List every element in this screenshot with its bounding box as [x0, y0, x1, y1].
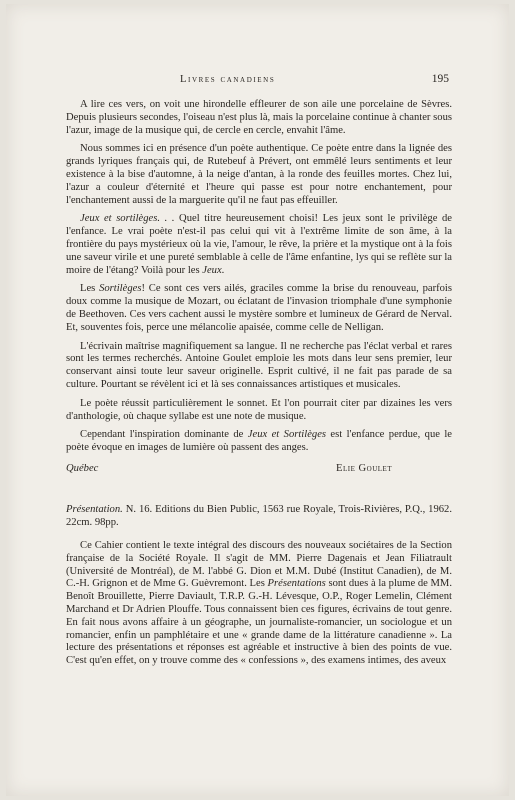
paragraph [66, 283, 452, 334]
paragraph [66, 143, 452, 207]
emphasis-text: Sortilèges [99, 283, 142, 295]
paragraph-text: est l'enfance perdue, que le poète évoque en images de lumière où passent des anges. [66, 429, 452, 454]
signature-author: Elie Goulet [336, 463, 393, 474]
biblio-title: Présentation. [66, 504, 123, 515]
paragraph: Le poète réussit particulièrement le sonnet. Et l'on pourrait citer par dizaines les vers d'anthologie, où chaque syllabe est une note de musique. [66, 397, 452, 422]
paragraph-text: sont dues à la plume de MM. Benoît Brouillette, Pierre Daviault, T.R.P. G.-H. Lévesque, O.P., Roger Lemelin, Clément Marchand et Dr Adrien Plouffe. Tous connaissent bien ces figures, écrivains de tout genre. En fait nous avons affaire à un géographe, un journaliste-romancier, un sociologue et un romancier, enfin un pamphlétaire et une « grande dame de la littérature canadienne ». La lecture des présentations et réponses est agréable et instructive à bien des points de vue. C'est qu'en effet, on y trouve comme des « confessions », des examens intimes, des aveux [66, 578, 452, 667]
paragraph: L'écrivain maîtrise magnifiquement sa langue. Il ne recherche pas l'éclat verbal et rares sont les termes recherchés. Antoine Goulet emploie les mots dans leur sens premier, leur conservant ainsi toute leur saveur originelle. Esprit cultivé, il ne fait pas parade de sa culture. Pourtant se révèlent ici et là ses connaissances artistiques et musicales. [66, 340, 452, 390]
paragraph [66, 213, 452, 277]
book-title: Jeux et sortilèges. . . [80, 213, 175, 225]
bibliographic-entry [66, 504, 452, 530]
biblio-details: N. 16. Editions du Bien Public, 1563 rue Royale, Trois-Rivières, P.Q., 1962. 22cm. 98pp. [66, 504, 452, 528]
paragraph-text: . [221, 264, 225, 276]
paragraph [66, 540, 452, 668]
paragraph: A lire ces vers, on voit une hirondelle effleurer de son aile une porcelaine de Sèvres. Depuis plusieurs secondes, l'oiseau n'est plus là, mais la porcelaine continue à chanter sous l'azur, image de la musique qui, de cercle en cercle, envahit l'âme. [66, 99, 452, 136]
review-body [66, 99, 452, 455]
paragraph-text: Les [80, 283, 100, 295]
emphasis-text: Présentations [267, 578, 326, 590]
running-head [66, 74, 449, 90]
paragraph [66, 429, 452, 455]
paragraph-text: Nous sommes ici en présence d'un poète authentique. Ce poète entre dans la lignée des grands lyriques français qui, de Rutebeuf à Prévert, ont emmêlé leurs sentiments et leur existence à la bise d'automne, à la neige d'antan, à la ronde des feuilles mortes. Chez lui, l'azur a couleur d'éternité et l'heure qui passe est pour notre enchantement, pour l'enchantement aussi de la marguerite qu'il ne faut pas effeuiller. [66, 143, 452, 206]
book-title: Jeux et Sortilèges [247, 429, 327, 441]
running-title: Livres canadiens [180, 74, 276, 85]
second-review [66, 540, 452, 668]
paragraph-text: Ce Cahier contient le texte intégral des discours des nouveaux sociétaires de la Section française de la Société Royale. Il s'agit de MM. Pierre Dagenais et Jean Filiatrault (Université de Montréal), de M. l'abbé G. Dion et M.M. Dubé (Institut Canadien), de M. C.-H. Grignon et de Mme G. Guèvremont. Les [66, 540, 452, 590]
signature-place: Québec [66, 463, 99, 474]
paragraph-text: Cependant l'inspiration dominante de [80, 429, 248, 441]
emphasis-text: Jeux [202, 264, 222, 276]
paragraph-text: ! Ce sont ces vers ailés, graciles comme la brise du renouveau, parfois doux comme la musique de Mozart, ou éclatant de l'invasion triomphale d'une symphonie de Beethoven. Ces vers cachent aussi le mystère sombre et lumineux de Gérard de Nerval. Et, souventes fois, perce une mélancolie apaisée, comme celle de Nelligan. [66, 283, 452, 333]
signature [66, 463, 452, 477]
paragraph-text: Quel titre heureusement choisi! Les jeux sont le privilège de l'enfance. Le vrai poète n'est-il pas celui qui vit à l'extrême limite de son âme, à la frontière du pays mystérieux où la vie, l'amour, le rêve, la prière et la mystique ont à la fois une saveur virile et une pureté semblable à celle de l'âme enfantine, lys qui se reflète sur la moire de l'étang? Voilà pour les [66, 213, 452, 276]
book-page [6, 4, 509, 796]
page-number: 195 [431, 73, 449, 85]
